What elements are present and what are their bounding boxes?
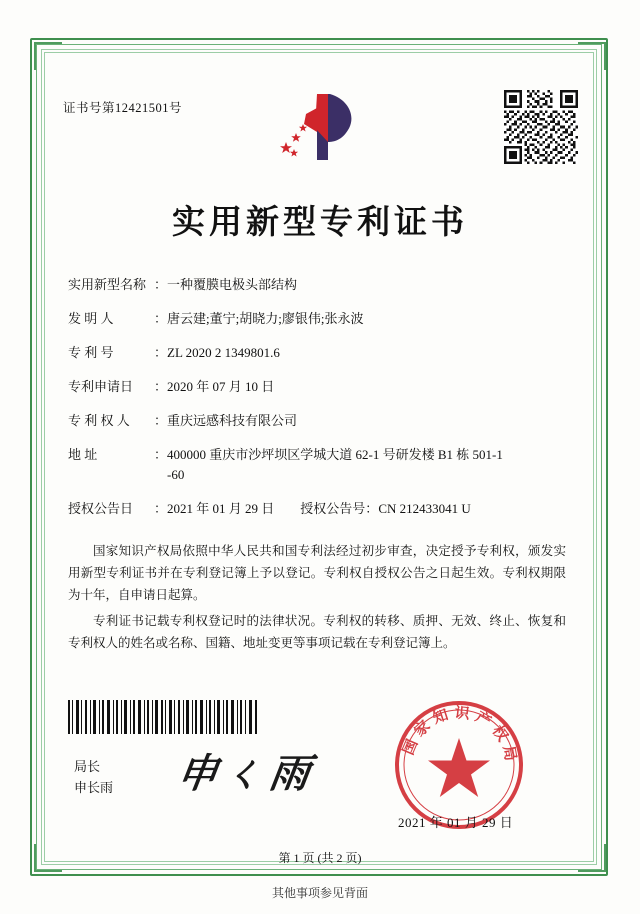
corner-ornament-top-right xyxy=(578,42,606,70)
field-value-application-date: 2020 年 07 月 10 日 xyxy=(167,379,275,394)
field-value-grant-date: 2021 年 01 月 29 日 xyxy=(167,501,275,516)
field-value-patentee: 重庆远感科技有限公司 xyxy=(167,413,298,428)
signature-title: 局长 xyxy=(74,759,101,774)
field-label: 地 址 xyxy=(68,447,98,462)
field-row-grant-announcement xyxy=(68,499,568,519)
field-colon: ： xyxy=(154,501,168,516)
field-colon: ： xyxy=(154,447,168,462)
seal-date: 2021 年 01 月 29 日 xyxy=(398,815,514,830)
field-colon: ： xyxy=(154,345,168,360)
barcode-icon xyxy=(68,700,258,734)
handwritten-signature: 申ㄑ雨 xyxy=(174,750,319,797)
field-label: 专 利 权 人 xyxy=(68,413,130,428)
field-colon: ： xyxy=(365,501,379,516)
field-row-inventors xyxy=(68,309,568,329)
legal-text-block xyxy=(68,540,566,658)
address-line-2: -60 xyxy=(167,467,185,482)
field-row-address xyxy=(68,445,568,485)
field-row-application-date xyxy=(68,377,568,397)
field-colon: ： xyxy=(154,311,168,326)
page-number: 第 1 页 (共 2 页) xyxy=(278,851,362,865)
qr-code-icon xyxy=(504,90,578,164)
grant-values xyxy=(167,499,568,519)
field-label: 专利申请日 xyxy=(68,379,134,394)
field-label: 发 明 人 xyxy=(68,311,114,326)
field-row-name xyxy=(68,275,568,295)
field-label-grant-number: 授权公告号 xyxy=(300,501,366,516)
svg-text:国家知识产权局: 国家知识产权局 xyxy=(398,703,521,768)
legal-paragraph-1: 国家知识产权局依照中华人民共和国专利法经过初步审查，决定授予专利权，颁发实用新型专利证书并在专利登记簿上予以登记。专利权自授权公告之日起生效。专利权期限为十年，自申请日起算。 xyxy=(68,544,566,602)
signature-labels xyxy=(74,756,113,798)
certificate-number: 证书号第12421501号 xyxy=(63,101,183,115)
patent-emblem-icon xyxy=(270,88,370,166)
corner-ornament-top-left xyxy=(34,42,62,70)
field-label: 授权公告日 xyxy=(68,501,134,516)
signature-name: 申长雨 xyxy=(74,780,114,795)
field-row-patent-number xyxy=(68,343,568,363)
field-label: 实用新型名称 xyxy=(68,277,147,292)
page-title: 实用新型专利证书 xyxy=(172,202,468,241)
field-label: 专 利 号 xyxy=(68,345,114,360)
address-line-1: 400000 重庆市沙坪坝区学城大道 62-1 号研发楼 B1 栋 501-1 xyxy=(167,447,503,462)
field-value-utility-model-name: 一种覆膜电极头部结构 xyxy=(167,277,298,292)
field-value-patent-number: ZL 2020 2 1349801.6 xyxy=(167,345,280,360)
field-value-grant-number: CN 212433041 U xyxy=(378,501,471,516)
fields-block xyxy=(68,275,568,533)
field-row-patentee xyxy=(68,411,568,431)
footer-note: 其他事项参见背面 xyxy=(271,886,368,900)
field-colon: ： xyxy=(154,413,168,428)
field-value-inventors: 唐云建;董宁;胡晓力;廖银伟;张永波 xyxy=(167,311,364,326)
field-colon: ： xyxy=(154,277,168,292)
field-value-address xyxy=(167,445,568,485)
field-colon: ： xyxy=(154,379,168,394)
legal-paragraph-2: 专利证书记载专利权登记时的法律状况。专利权的转移、质押、无效、终止、恢复和专利权人的姓名或名称、国籍、地址变更等事项记载在专利登记簿上。 xyxy=(68,614,566,650)
